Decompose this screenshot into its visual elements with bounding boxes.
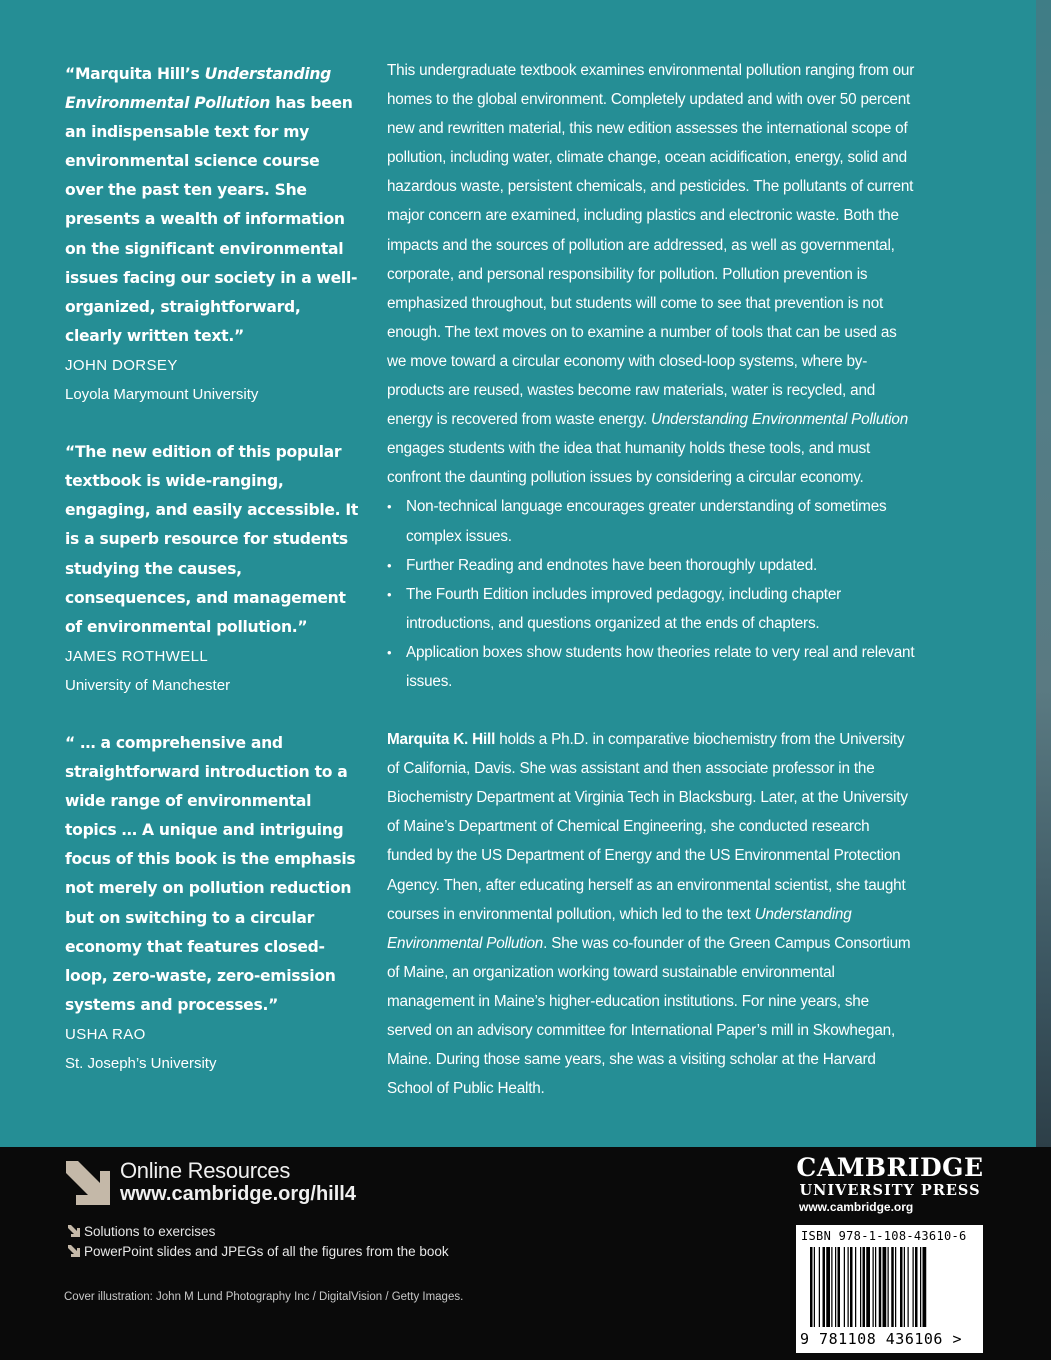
book-title-italic: Understanding Environmental Pollution: [387, 905, 852, 952]
endorser-affiliation: University of Manchester: [65, 676, 231, 694]
barcode-bar: [844, 1247, 845, 1327]
endorsement: [65, 729, 360, 1078]
feature-item: • The Fourth Edition includes improved pedagogy, including chapter introductions, and questions organized at the ends of chapters.: [387, 580, 917, 638]
barcode-bar: [838, 1247, 841, 1327]
bio-text: . She was co-founder of the Green Campus Consortium of Maine, an organization working toward sustainable environmental management in Maine’s higher-education institutions. For nine years, she served on an advisory committee for International Paper’s mill in Skowhegan, Maine. During those same years, she was a visiting scholar at the Harvard School of Public Health.: [387, 934, 911, 1098]
quote-text: “The new edition of this popular textbook is wide-ranging, engaging, and easily accessible. It is a superb resource for students studying the causes, consequences, and management of environmental pollution.”: [65, 443, 359, 636]
barcode-bar: [895, 1247, 896, 1327]
barcode-icon: [796, 1247, 983, 1333]
online-resources-arrow-icon: [66, 1161, 110, 1205]
endorsement: [65, 438, 360, 700]
barcode-bar: [873, 1247, 874, 1327]
author-name: Marquita K. Hill: [387, 731, 496, 749]
arrow-icon: [68, 1225, 80, 1237]
endorsement-text: [65, 438, 360, 642]
barcode-bar: [888, 1247, 889, 1327]
barcode-bar: [908, 1247, 909, 1327]
description-text: This undergraduate textbook examines environmental pollution ranging from our homes to the global environment. Completely updated and with over 50 percent new and rewritten material, this new edition assesses the international scope of pollution, including water, climate change, ocean acidification, energy, solid and hazardous waste, persistent chemicals, and pesticides. The pollutants of current major concern are examined, including plastics and electronic waste. Both the impacts and the sources of pollution are addressed, as well as governmental, corporate, and personal responsibility for pollution. Pollution prevention is emphasized throughout, but students will come to see that prevention is not enough. The text moves on to examine a number of tools that can be used as we move toward a circular economy with closed-loop systems, where by-products are reused, wastes become raw materials, water is recycled, and energy is recovered from waste energy.: [387, 62, 915, 429]
barcode-digits: 9 781108 436106 >: [800, 1330, 963, 1348]
resource-label: PowerPoint slides and JPEGs of all the figures from the book: [84, 1244, 449, 1259]
barcode-bar: [831, 1247, 832, 1327]
barcode-bar: [848, 1247, 849, 1327]
barcode-bar: [915, 1247, 918, 1327]
endorsements-column: [65, 60, 360, 1107]
barcode-bar: [810, 1247, 813, 1327]
endorser-affiliation: St. Joseph’s University: [65, 1055, 217, 1072]
isbn-barcode: [796, 1225, 983, 1353]
endorser-affiliation: Loyola Marymount University: [65, 386, 259, 404]
online-resources-title: Online Resources: [120, 1158, 291, 1183]
barcode-bar: [863, 1247, 866, 1327]
barcode-bar: [904, 1247, 905, 1327]
ocean-photo-edge: [1036, 0, 1051, 1147]
quote-book-title: Understanding Environmental Pollution: [65, 65, 332, 113]
barcode-bar: [823, 1247, 826, 1327]
barcode-bar: [891, 1247, 894, 1327]
endorser-name: USHA RAO: [65, 1025, 146, 1043]
barcode-bar: [875, 1247, 876, 1327]
barcode-bar: [826, 1247, 830, 1327]
barcode-bar: [855, 1247, 856, 1327]
barcode-bar: [814, 1247, 815, 1327]
publisher-url[interactable]: www.cambridge.org: [799, 1200, 914, 1214]
resource-item: [68, 1244, 449, 1259]
barcode-bar: [850, 1247, 853, 1327]
barcode-bar: [860, 1247, 861, 1327]
barcode-bar: [879, 1247, 882, 1327]
barcode-bar: [913, 1247, 914, 1327]
feature-item: • Application boxes show students how theories relate to very real and relevant issues.: [387, 638, 917, 696]
bio-text: holds a Ph.D. in comparative biochemistry from the University of California, Davis. She was assistant and then associate professor in the Biochemistry Department at Virginia Tech in Blacksburg. Later, at the University of Maine’s Department of Chemical Engineering, she conducted research funded by the US Department of Energy and the US Environmental Protection Agency. Then, after educating herself as an environmental scientist, she taught courses in environmental pollution, which led to the text: [387, 731, 908, 923]
author-bio: [387, 725, 917, 1103]
resource-label: Solutions to exercises: [84, 1224, 216, 1239]
feature-list: [387, 492, 917, 696]
endorsement-text: [65, 729, 360, 1020]
description-paragraph: [387, 56, 917, 492]
book-title-italic: Understanding Environmental Pollution: [650, 411, 909, 429]
barcode-bar: [819, 1247, 820, 1327]
barcode-bar: [923, 1247, 927, 1327]
endorser-name: JAMES ROTHWELL: [65, 647, 209, 665]
online-resources-link[interactable]: www.cambridge.org/hill4: [120, 1183, 356, 1205]
barcode-bar: [920, 1247, 921, 1327]
arrow-icon: [68, 1245, 80, 1257]
barcode-bar: [900, 1247, 903, 1327]
publisher-logo: [795, 1154, 985, 1216]
footer-band: [0, 1147, 1051, 1360]
book-description: [387, 56, 917, 1103]
cover-credit: Cover illustration: John M Lund Photography Inc / DigitalVision / Getty Images.: [64, 1291, 464, 1303]
barcode-bar: [883, 1247, 887, 1327]
endorsement: [65, 60, 360, 409]
description-text: engages students with the idea that humanity holds these tools, and must confront the daunting pollution issues by considering a circular economy.: [387, 440, 871, 487]
isbn-number: ISBN 978-1-108-43610-6: [801, 1229, 967, 1243]
barcode-bar: [835, 1247, 836, 1327]
quote-text: “ … a comprehensive and straightforward introduction to a wide range of environmental topics … A unique and intriguing focus of this book is the emphasis not merely on pollution reduction but on switching to a circular economy that features closed-loop, zero-waste, zero-emission systems and processes.”: [65, 733, 356, 1014]
barcode-bar: [866, 1247, 870, 1327]
resource-item: [68, 1224, 215, 1239]
quote-text: “Marquita Hill’s: [65, 65, 205, 83]
endorsement-text: [65, 60, 360, 351]
publisher-name: CAMBRIDGE: [796, 1153, 984, 1182]
feature-item: • Non-technical language encourages greater understanding of sometimes complex issues.: [387, 492, 917, 550]
endorser-name: JOHN DORSEY: [65, 356, 178, 374]
quote-text: has been an indispensable text for my environmental science course over the past ten years. She presents a wealth of information on the significant environmental issues facing our society in a well-organized, straightforward, clearly written text.”: [65, 94, 358, 345]
feature-item: • Further Reading and endnotes have been thoroughly updated.: [387, 551, 917, 580]
publisher-subtitle: UNIVERSITY PRESS: [799, 1182, 981, 1199]
